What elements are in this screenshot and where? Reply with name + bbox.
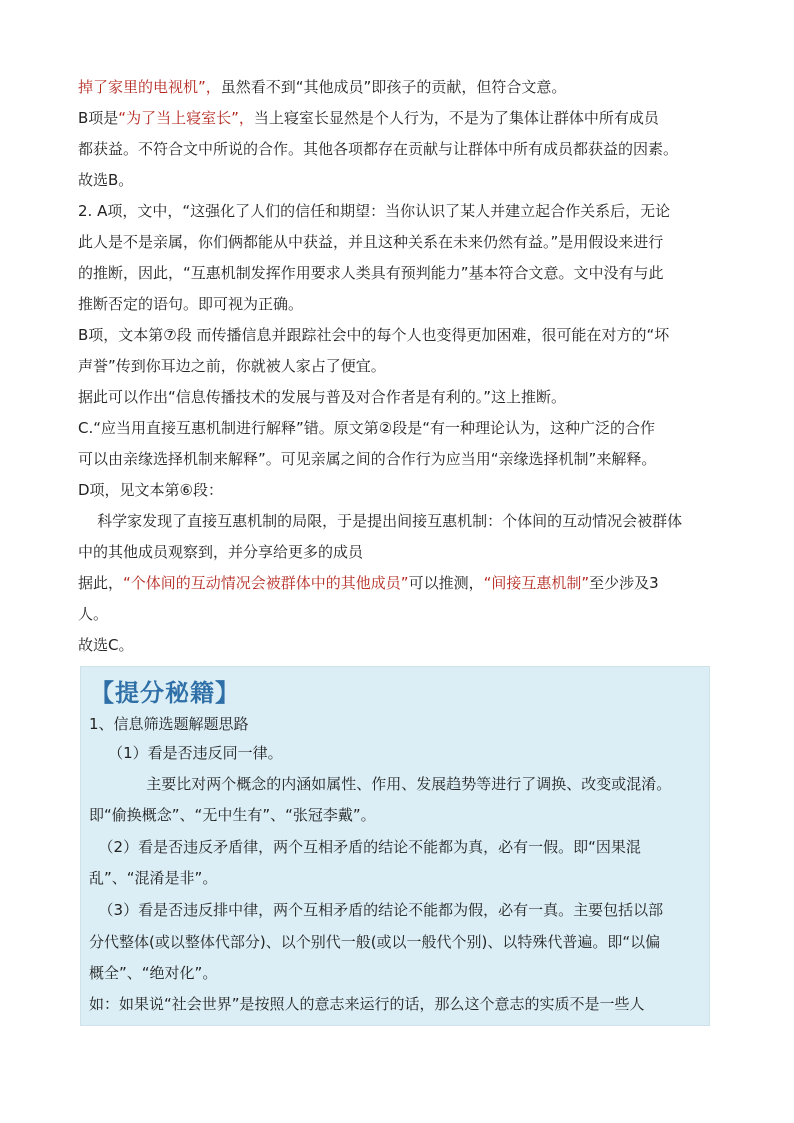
text-line: 的推断，因此，“互惠机制发挥作用要求人类具有预判能力”基本符合文意。文中没有与此 (78, 264, 664, 282)
text-line: 此人是不是亲属，你们俩都能从中获益，并且这种关系在未来仍然有益。”是用假设来进行 (78, 233, 664, 251)
tips-title: 【提分秘籍】 (90, 678, 240, 707)
text-line: 推断否定的语句。即可视为正确。 (78, 295, 304, 313)
tips-line: （2）看是否违反矛盾律，两个互相矛盾的结论不能都为真，必有一假。即“因果混 (89, 838, 641, 856)
text-line: 中的其他成员观察到，并分享给更多的成员 (78, 543, 364, 561)
text-line: 声誉”传到你耳边之前，你就被人家占了便宜。 (78, 357, 386, 375)
tips-line: 分代整体(或以整体代部分)、以个别代一般(或以一般代个别)、以特殊代普遍。即“以偏 (89, 933, 661, 951)
tips-line: （3）看是否违反排中律，两个互相矛盾的结论不能都为假，必有一真。主要包括以部 (89, 901, 664, 919)
text-line: 科学家发现了直接互惠机制的局限，于是提出间接互惠机制：个体间的互动情况会被群体 (78, 512, 683, 530)
tips-line: （1）看是否违反同一律。 (89, 744, 283, 762)
text-line: 2. A项，文中，“这强化了人们的信任和期望：当你认识了某人并建立起合作关系后，无论 (78, 202, 671, 220)
text-line: C.“应当用直接互惠机制进行解释”错。原文第②段是“有一种理论认为，这种广泛的合作 (78, 419, 656, 437)
tips-line: 概全”、“绝对化”。 (89, 964, 218, 982)
text-line: B项，文本第⑦段 而传播信息并跟踪社会中的每个人也变得更加困难，很可能在对方的“坏 (78, 326, 670, 344)
tips-line: 乱”、“混淆是非”。 (89, 869, 218, 887)
tips-line: 主要比对两个概念的内涵如属性、作用、发展趋势等进行了调换、改变或混淆。 (89, 775, 672, 793)
text-line: 掉了家里的电视机”，虽然看不到“其他成员”即孩子的贡献，但符合文意。 (78, 78, 567, 96)
text-line: 故选B。 (78, 171, 134, 189)
text-line: 据此可以作出“信息传播技术的发展与普及对合作者是有利的。”这上推断。 (78, 388, 567, 406)
text-line: 可以由亲缘选择机制来解释”。可见亲属之间的合作行为应当用“亲缘选择机制”来解释。 (78, 450, 657, 468)
text-line: 都获益。不符合文中所说的合作。其他各项都存在贡献与让群体中所有成员都获益的因素。 (78, 140, 679, 158)
text-line: 人。 (78, 605, 109, 623)
tips-line: 即“偷换概念”、“无中生有”、“张冠李戴”。 (89, 806, 376, 824)
text-line: 据此，“个体间的互动情况会被群体中的其他成员”可以推测，“间接互惠机制”至少涉及3 (78, 574, 659, 592)
text-line: D项，见文本第⑥段： (78, 481, 223, 499)
text-line: B项是“为了当上寝室长”，当上寝室长显然是个人行为，不是为了集体让群体中所有成员 (78, 109, 659, 127)
tips-line: 如：如果说“社会世界”是按照人的意志来运行的话，那么这个意志的实质不是一些人 (89, 995, 645, 1013)
tips-line: 1、信息筛选题解题思路 (89, 715, 249, 733)
text-line: 故选C。 (78, 636, 134, 654)
